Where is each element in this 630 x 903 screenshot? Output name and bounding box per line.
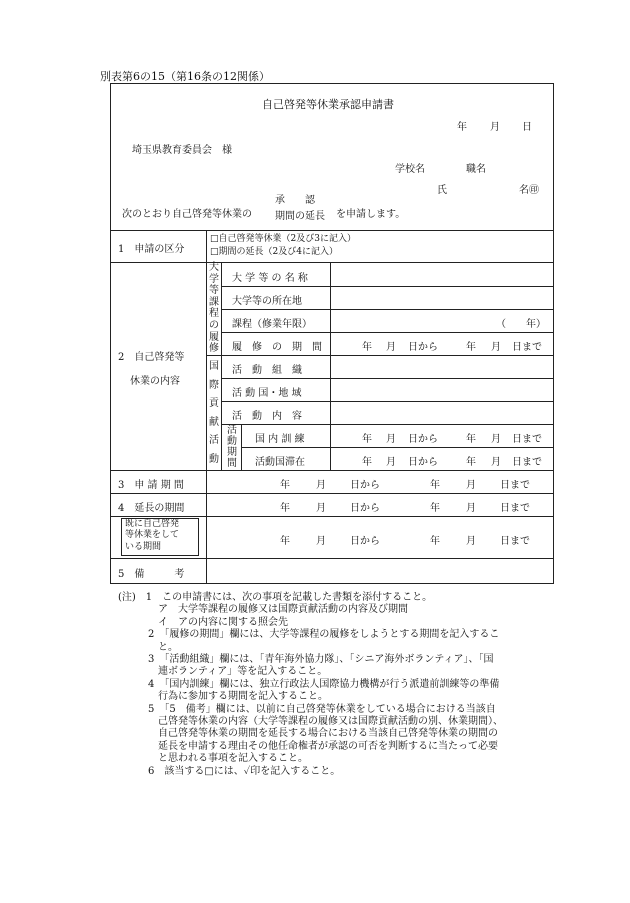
prev-from-year: 年: [280, 536, 290, 547]
prev-to-month: 月: [466, 536, 476, 547]
prev-label-line2: 等休業をして: [125, 530, 180, 540]
row4-until: 日まで: [500, 503, 530, 514]
row1-option-extension[interactable]: □期間の延長（2及び4に記入）: [210, 247, 338, 257]
activity-country-label: 活 動 国・地 域: [232, 388, 302, 399]
univ-location-label: 大学等の所在地: [232, 296, 302, 307]
stay-to-month: 月: [491, 457, 501, 468]
prev-label-line1: 既に自己啓発: [125, 519, 180, 529]
note-line: ア 大学等課程の履修又は国際貢献活動の内容及び期間: [118, 604, 408, 616]
univ_vertical-char: 等: [209, 285, 219, 297]
study-period-label: 履 修 の 期 間: [232, 342, 322, 353]
row3-until: 日まで: [500, 480, 530, 491]
stay-from: 日から: [408, 457, 438, 468]
note-line: 行為に参加する期間を記入すること。: [118, 691, 328, 703]
note-line: 3 「活動組織」欄には、「青年海外協力隊」、「シニア海外ボランティア」、「国: [118, 654, 494, 666]
intl_vertical-char: 国: [209, 361, 219, 372]
univ_vertical-char: 課: [209, 296, 219, 308]
row3-from-month: 月: [316, 480, 326, 491]
study-from-year: 年: [362, 342, 372, 353]
univ_vertical-char: 大: [209, 262, 219, 273]
intl_vertical-char: 活: [209, 435, 219, 446]
domestic-training-label: 国 内 訓 練: [255, 434, 305, 445]
training-from-month: 月: [386, 434, 396, 445]
row1-label: 1 申請の区分: [118, 244, 185, 255]
study-to-month: 月: [491, 342, 501, 353]
note-line: (注) 1 この申請書には、次の事項を記載した書類を添付すること。: [118, 592, 433, 603]
activity-content-label: 活 動 内 容: [232, 411, 302, 422]
request-option-approve: 承 認: [275, 195, 315, 206]
request-prefix: 次のとおり自己啓発等休業の: [122, 209, 252, 220]
row3-to-month: 月: [466, 480, 476, 491]
study-from: 日から: [408, 342, 438, 353]
date-year: 年: [457, 122, 467, 133]
name-label: 氏: [437, 185, 447, 196]
note-line: 2 「履修の期間」欄には、大学等課程の履修をしようとする期間を記入するこ: [118, 629, 500, 641]
row4-from-month: 月: [316, 503, 326, 514]
form-title: 自己啓発等休業承認申請書: [262, 98, 394, 111]
row1-option-leave[interactable]: □自己啓発等休業（2及び3に記入）: [210, 234, 356, 244]
stay-to-year: 年: [466, 457, 476, 468]
prev-until: 日まで: [500, 536, 530, 547]
date-month: 月: [490, 122, 500, 133]
note-line: 4 「国内訓練」欄には、独立行政法人国際協力機構が行う派遣前訓練等の準備: [118, 678, 500, 690]
prev-from: 日から: [350, 536, 380, 547]
univ_vertical-char: 履: [209, 331, 219, 343]
course-label: 課程（修業年限）: [232, 319, 312, 330]
row3-from-year: 年: [280, 480, 290, 491]
univ_vertical-char: 学: [209, 273, 219, 285]
stay-until: 日まで: [512, 457, 542, 468]
note-line: 自己啓発等休業の期間を延長する場合における当該自己啓発等休業の期間の: [118, 728, 498, 740]
study-from-month: 月: [386, 342, 396, 353]
note-line: 5 「5 備考」欄には、以前に自己啓発等休業をしている場合における当該自: [118, 703, 496, 715]
stay-from-year: 年: [362, 457, 372, 468]
school-label: 学校名: [395, 164, 425, 175]
stay-abroad-label: 活動国滞在: [255, 457, 305, 468]
note-line: 己啓発等休業の内容（大学等課程の履修又は国際貢献活動の別、休業期間）、: [118, 716, 503, 728]
univ_vertical-char: の: [209, 320, 219, 331]
intl_vertical-char: 貢: [209, 398, 219, 409]
intl_vertical-char: 献: [209, 416, 219, 428]
training-to-year: 年: [466, 434, 476, 445]
date-day: 日: [522, 122, 532, 133]
note-line: 6 該当する□には、✓印を記入すること。: [118, 765, 341, 777]
prev-label-line3: いる期間: [125, 542, 162, 552]
request-option-extend: 期間の延長: [275, 211, 325, 222]
training-to-month: 月: [491, 434, 501, 445]
addressee: 埼玉県教育委員会 様: [132, 145, 232, 156]
note-line: 延長を申請する理由その他任命権者が承認の可否を判断するに当たって必要: [118, 740, 498, 752]
period_vertical-char: 間: [227, 458, 237, 469]
training-from: 日から: [408, 434, 438, 445]
job-label: 職名: [466, 164, 486, 175]
request-suffix: を申請します。: [336, 209, 406, 220]
period_vertical-char: 期: [227, 447, 237, 458]
study-to-year: 年: [466, 342, 476, 353]
note-line: イ アの内容に関する照会先: [118, 616, 288, 628]
prev-to-year: 年: [430, 536, 440, 547]
stay-from-month: 月: [386, 457, 396, 468]
intl_vertical-char: 際: [209, 379, 219, 391]
note-line: と思われる事項を記入すること。: [118, 753, 308, 765]
row2-label-line1: 2 自己啓発等: [118, 352, 185, 363]
univ_vertical-char: 程: [209, 308, 219, 320]
row2-label-line2: 休業の内容: [130, 376, 180, 387]
univ-name-label: 大 学 等 の 名 称: [232, 273, 308, 284]
notes-section: [118, 592, 503, 778]
training-until: 日まで: [512, 434, 542, 445]
note-line: 連ボランティア」等を記入すること。: [118, 666, 328, 678]
activity-org-label: 活 動 組 織: [232, 365, 302, 376]
univ_vertical-char: 修: [209, 343, 219, 355]
row4-from-year: 年: [280, 503, 290, 514]
intl_vertical-char: 動: [209, 453, 219, 465]
study-until: 日まで: [512, 342, 542, 353]
row3-to-year: 年: [430, 480, 440, 491]
note-line: と。: [118, 641, 178, 653]
row5-label: 5 備 考: [118, 569, 185, 580]
training-from-year: 年: [362, 434, 372, 445]
period_vertical-char: 活: [227, 425, 237, 436]
row3-label: 3 申 請 期 間: [118, 480, 184, 491]
row4-to-year: 年: [430, 503, 440, 514]
course-years-paren: （ 年）: [496, 319, 546, 330]
period_vertical-char: 動: [227, 436, 237, 447]
row4-label: 4 延長の期間: [118, 503, 185, 514]
annex-title: 別表第6の15（第16条の12関係）: [100, 70, 270, 83]
row4-to-month: 月: [466, 503, 476, 514]
row3-from: 日から: [350, 480, 380, 491]
row4-from: 日から: [350, 503, 380, 514]
prev-from-month: 月: [316, 536, 326, 547]
name-suffix-seal: 名㊞: [519, 185, 539, 196]
